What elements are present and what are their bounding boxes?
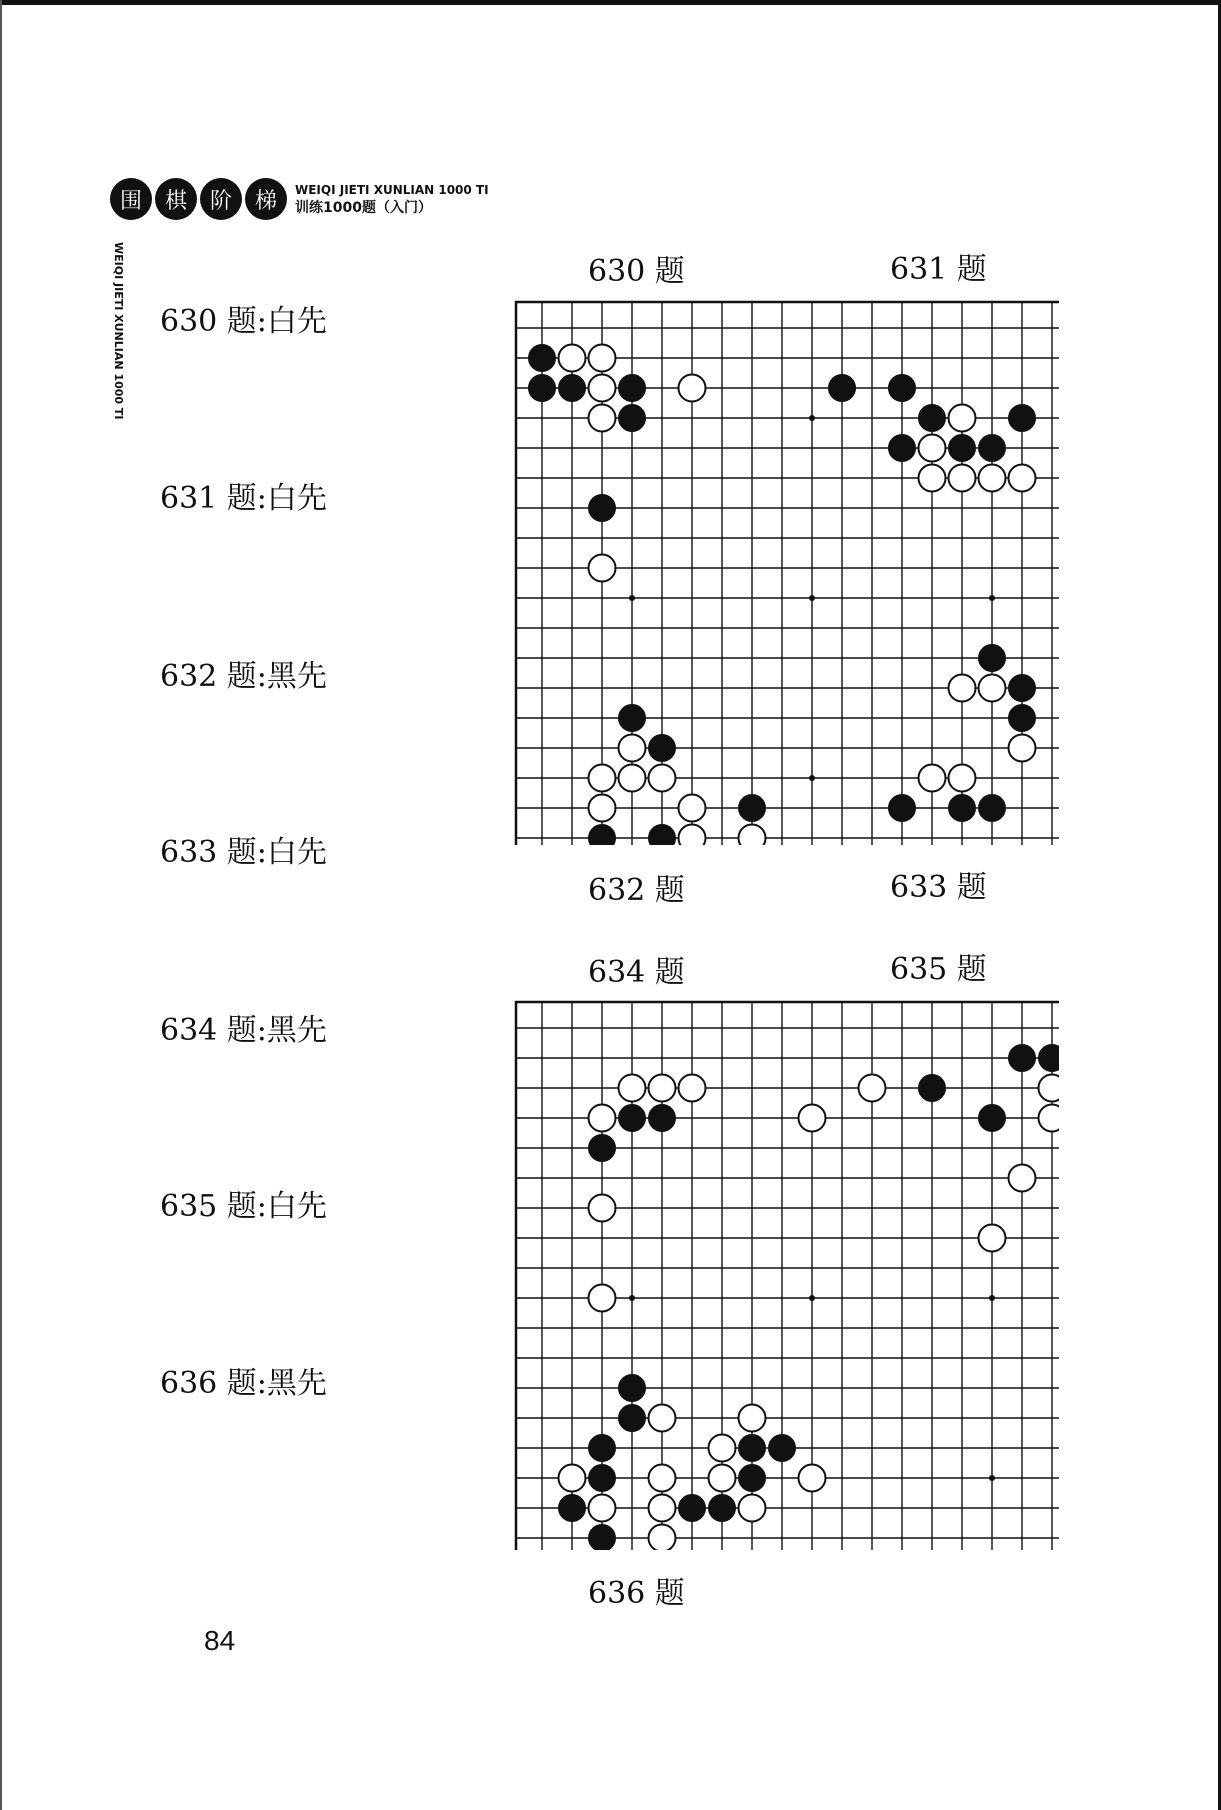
logo-char: 阶 — [200, 178, 242, 220]
black-stone — [979, 645, 1006, 672]
problem-630-label: 630 题:白先 — [160, 304, 327, 339]
star-point — [809, 775, 815, 781]
black-stone — [559, 1495, 586, 1522]
black-stone — [649, 1105, 676, 1132]
black-stone — [979, 1105, 1006, 1132]
white-stone — [949, 405, 976, 432]
black-stone — [979, 795, 1006, 822]
white-stone — [649, 1525, 676, 1551]
star-point — [809, 1295, 815, 1301]
board-label-633: 633 题 — [890, 870, 987, 905]
white-stone — [919, 465, 946, 492]
star-point — [809, 415, 815, 421]
series-logo — [110, 178, 287, 220]
go-board-lower — [514, 1000, 1059, 1550]
problem-634-label: 634 题:黑先 — [160, 1013, 327, 1048]
black-stone — [589, 495, 616, 522]
white-stone — [1039, 1075, 1060, 1102]
board-label-631: 631 题 — [890, 252, 987, 287]
white-stone — [739, 825, 766, 846]
black-stone — [739, 1435, 766, 1462]
white-stone — [1009, 465, 1036, 492]
black-stone — [1009, 405, 1036, 432]
white-stone — [679, 825, 706, 846]
white-stone — [649, 765, 676, 792]
white-stone — [679, 1075, 706, 1102]
black-stone — [619, 1105, 646, 1132]
black-stone — [619, 705, 646, 732]
black-stone — [649, 735, 676, 762]
black-stone — [979, 435, 1006, 462]
black-stone — [529, 345, 556, 372]
black-stone — [1039, 1045, 1060, 1072]
white-stone — [979, 1225, 1006, 1252]
series-title-en: WEIQI JIETI XUNLIAN 1000 TI — [295, 183, 489, 197]
white-stone — [949, 675, 976, 702]
black-stone — [919, 405, 946, 432]
white-stone — [649, 1495, 676, 1522]
white-stone — [589, 1195, 616, 1222]
board-label-635: 635 题 — [890, 952, 987, 987]
black-stone — [1009, 705, 1036, 732]
logo-char: 围 — [110, 178, 152, 220]
white-stone — [1009, 1165, 1036, 1192]
board-label-634: 634 题 — [588, 955, 685, 990]
series-title — [295, 181, 489, 217]
black-stone — [769, 1435, 796, 1462]
black-stone — [649, 825, 676, 846]
white-stone — [1009, 735, 1036, 762]
problem-632-label: 632 题:黑先 — [160, 659, 327, 694]
black-stone — [529, 375, 556, 402]
white-stone — [649, 1075, 676, 1102]
white-stone — [799, 1465, 826, 1492]
black-stone — [589, 1435, 616, 1462]
problem-635-label: 635 题:白先 — [160, 1189, 327, 1224]
white-stone — [619, 1075, 646, 1102]
black-stone — [619, 1405, 646, 1432]
series-title-cn: 训练1000题（入门） — [295, 200, 432, 216]
star-point — [629, 1295, 635, 1301]
white-stone — [589, 1495, 616, 1522]
black-stone — [559, 375, 586, 402]
problem-633-label: 633 题:白先 — [160, 835, 327, 870]
black-stone — [949, 435, 976, 462]
black-stone — [709, 1495, 736, 1522]
star-point — [989, 1475, 995, 1481]
white-stone — [709, 1465, 736, 1492]
white-stone — [679, 795, 706, 822]
white-stone — [1039, 1105, 1060, 1132]
logo-char: 棋 — [155, 178, 197, 220]
black-stone — [589, 1135, 616, 1162]
white-stone — [559, 1465, 586, 1492]
white-stone — [709, 1435, 736, 1462]
black-stone — [739, 1465, 766, 1492]
black-stone — [739, 795, 766, 822]
black-stone — [949, 795, 976, 822]
star-point — [809, 595, 815, 601]
black-stone — [619, 375, 646, 402]
black-stone — [589, 825, 616, 846]
side-running-title: WEIQI JIETI XUNLIAN 1000 TI — [112, 242, 125, 420]
white-stone — [739, 1495, 766, 1522]
white-stone — [949, 765, 976, 792]
black-stone — [619, 405, 646, 432]
white-stone — [589, 555, 616, 582]
black-stone — [889, 435, 916, 462]
white-stone — [559, 345, 586, 372]
black-stone — [619, 1375, 646, 1402]
white-stone — [649, 1465, 676, 1492]
white-stone — [589, 345, 616, 372]
white-stone — [589, 375, 616, 402]
black-stone — [589, 1525, 616, 1551]
white-stone — [919, 765, 946, 792]
white-stone — [619, 735, 646, 762]
white-stone — [979, 675, 1006, 702]
white-stone — [799, 1105, 826, 1132]
black-stone — [589, 1465, 616, 1492]
black-stone — [889, 375, 916, 402]
star-point — [989, 1295, 995, 1301]
black-stone — [1009, 675, 1036, 702]
star-point — [989, 595, 995, 601]
star-point — [629, 595, 635, 601]
page-number: 84 — [204, 1625, 236, 1656]
white-stone — [589, 405, 616, 432]
black-stone — [679, 1495, 706, 1522]
logo-char: 梯 — [245, 178, 287, 220]
board-label-632: 632 题 — [588, 873, 685, 908]
white-stone — [589, 765, 616, 792]
white-stone — [979, 465, 1006, 492]
white-stone — [679, 375, 706, 402]
black-stone — [1009, 1045, 1036, 1072]
board-label-636: 636 题 — [588, 1576, 685, 1611]
black-stone — [919, 1075, 946, 1102]
left-border — [0, 0, 2, 1810]
white-stone — [649, 1405, 676, 1432]
white-stone — [949, 465, 976, 492]
white-stone — [859, 1075, 886, 1102]
black-stone — [889, 795, 916, 822]
white-stone — [919, 435, 946, 462]
white-stone — [589, 795, 616, 822]
top-border — [0, 0, 1221, 5]
white-stone — [589, 1285, 616, 1312]
go-board-upper — [514, 300, 1059, 845]
white-stone — [739, 1405, 766, 1432]
black-stone — [829, 375, 856, 402]
board-label-630: 630 题 — [588, 254, 685, 289]
white-stone — [589, 1105, 616, 1132]
white-stone — [619, 765, 646, 792]
problem-636-label: 636 题:黑先 — [160, 1366, 327, 1401]
problem-631-label: 631 题:白先 — [160, 481, 327, 516]
